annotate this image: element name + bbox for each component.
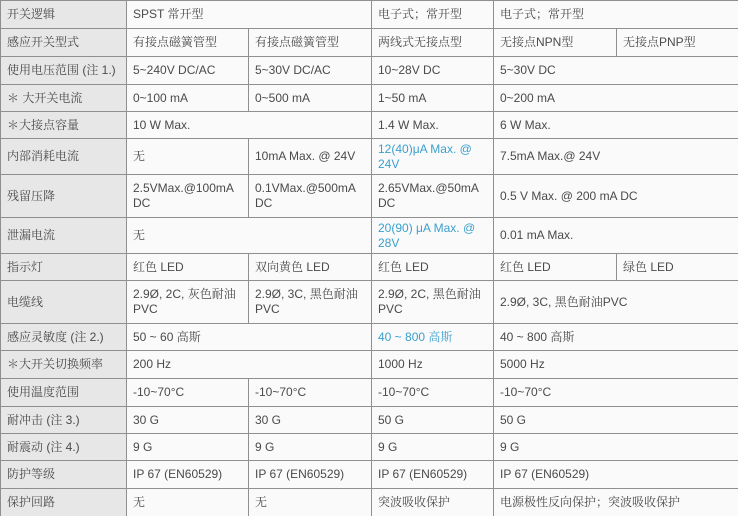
row-label-switch-logic: 开关逻辑 xyxy=(1,1,127,29)
spec-cell: 5~30V DC xyxy=(494,57,738,85)
spec-cell: 50 G xyxy=(372,407,494,434)
spec-cell: 双向黄色 LED xyxy=(249,254,372,281)
spec-cell: 10 W Max. xyxy=(127,112,372,139)
spec-cell: 10~28V DC xyxy=(372,57,494,85)
table-row xyxy=(1,351,738,379)
spec-cell: 5~240V DC/AC xyxy=(127,57,249,85)
spec-cell-highlight: 12(40)μA Max. @ 24V xyxy=(372,139,494,175)
table-row xyxy=(1,175,738,218)
row-label-vibration-resistance: 耐震动 (注 4.) xyxy=(1,434,127,461)
row-label-internal-current-consumption: 内部消耗电流 xyxy=(1,139,127,175)
spec-cell: 电子式；常开型 xyxy=(372,1,494,29)
table-row xyxy=(1,1,738,29)
spec-cell: 有接点磁簧管型 xyxy=(127,29,249,57)
spec-cell: 红色 LED xyxy=(372,254,494,281)
spec-cell: -10~70°C xyxy=(494,379,738,407)
table-row xyxy=(1,489,738,516)
row-label-protection-rating: 防护等级 xyxy=(1,461,127,489)
table-row xyxy=(1,254,738,281)
row-label-max-switching-frequency: ＊大开关切换频率 xyxy=(1,351,127,379)
spec-cell: 9 G xyxy=(494,434,738,461)
spec-cell: 6 W Max. xyxy=(494,112,738,139)
spec-cell: 10mA Max. @ 24V xyxy=(249,139,372,175)
table-row xyxy=(1,434,738,461)
row-label-sensitivity: 感应灵敏度 (注 2.) xyxy=(1,324,127,351)
table-row xyxy=(1,281,738,324)
row-label-shock-resistance: 耐冲击 (注 3.) xyxy=(1,407,127,434)
spec-cell: -10~70°C xyxy=(372,379,494,407)
spec-cell: 绿色 LED xyxy=(617,254,738,281)
spec-cell: IP 67 (EN60529) xyxy=(494,461,738,489)
spec-cell: 有接点磁簧管型 xyxy=(249,29,372,57)
row-label-operating-temperature: 使用温度范围 xyxy=(1,379,127,407)
spec-cell: IP 67 (EN60529) xyxy=(127,461,249,489)
table-row xyxy=(1,29,738,57)
spec-cell: SPST 常开型 xyxy=(127,1,372,29)
spec-cell: 2.9Ø, 2C, 灰色耐油PVC xyxy=(127,281,249,324)
table-row xyxy=(1,407,738,434)
spec-cell: IP 67 (EN60529) xyxy=(372,461,494,489)
spec-cell: 40 ~ 800 高斯 xyxy=(494,324,738,351)
spec-cell: IP 67 (EN60529) xyxy=(249,461,372,489)
spec-cell: 2.9Ø, 3C, 黑色耐油PVC xyxy=(249,281,372,324)
spec-cell: 无 xyxy=(249,489,372,516)
spec-cell: 突波吸收保护 xyxy=(372,489,494,516)
spec-cell: 0~200 mA xyxy=(494,85,738,112)
spec-cell: 1000 Hz xyxy=(372,351,494,379)
spec-cell: 1~50 mA xyxy=(372,85,494,112)
table-row xyxy=(1,324,738,351)
spec-cell: 9 G xyxy=(127,434,249,461)
spec-cell: 9 G xyxy=(249,434,372,461)
spec-cell-highlight: 20(90) μA Max. @ 28V xyxy=(372,218,494,254)
spec-cell: 5~30V DC/AC xyxy=(249,57,372,85)
spec-cell: 1.4 W Max. xyxy=(372,112,494,139)
spec-cell: 5000 Hz xyxy=(494,351,738,379)
spec-cell: 2.9Ø, 2C, 黑色耐油PVC xyxy=(372,281,494,324)
spec-cell: 无 xyxy=(127,218,372,254)
row-label-max-switching-current: ＊ 大开关电流 xyxy=(1,85,127,112)
spec-cell: 0.1VMax.@500mA DC xyxy=(249,175,372,218)
table-row xyxy=(1,379,738,407)
table-row xyxy=(1,112,738,139)
row-label-switch-type: 感应开关型式 xyxy=(1,29,127,57)
row-label-protection-circuit: 保护回路 xyxy=(1,489,127,516)
spec-cell: 9 G xyxy=(372,434,494,461)
spec-cell: 200 Hz xyxy=(127,351,372,379)
spec-cell: 电源极性反向保护；突波吸收保护 xyxy=(494,489,738,516)
table-row xyxy=(1,139,738,175)
table-row xyxy=(1,218,738,254)
row-label-indicator-light: 指示灯 xyxy=(1,254,127,281)
spec-cell: 无 xyxy=(127,139,249,175)
spec-cell: 两线式无接点型 xyxy=(372,29,494,57)
spec-cell: 2.5VMax.@100mA DC xyxy=(127,175,249,218)
row-label-leakage-current: 泄漏电流 xyxy=(1,218,127,254)
row-label-cable: 电缆线 xyxy=(1,281,127,324)
table-row xyxy=(1,461,738,489)
spec-cell: 0~100 mA xyxy=(127,85,249,112)
spec-cell: 红色 LED xyxy=(127,254,249,281)
spec-cell: 无 xyxy=(127,489,249,516)
spec-cell: 无接点NPN型 xyxy=(494,29,617,57)
row-label-max-contact-capacity: ＊大接点容量 xyxy=(1,112,127,139)
spec-cell: 50 G xyxy=(494,407,738,434)
spec-cell: 30 G xyxy=(249,407,372,434)
spec-cell: 2.9Ø, 3C, 黑色耐油PVC xyxy=(494,281,738,324)
spec-cell: 电子式；常开型 xyxy=(494,1,738,29)
spec-cell: 0.5 V Max. @ 200 mA DC xyxy=(494,175,738,218)
spec-cell: -10~70°C xyxy=(127,379,249,407)
spec-cell: 0.01 mA Max. xyxy=(494,218,738,254)
spec-cell: 50 ~ 60 高斯 xyxy=(127,324,372,351)
row-label-residual-voltage-drop: 残留压降 xyxy=(1,175,127,218)
row-label-voltage-range: 使用电压范围 (注 1.) xyxy=(1,57,127,85)
spec-cell: 0~500 mA xyxy=(249,85,372,112)
spec-cell: -10~70°C xyxy=(249,379,372,407)
spec-cell: 2.65VMax.@50mA DC xyxy=(372,175,494,218)
spec-cell-highlight: 40 ~ 800 高斯 xyxy=(372,324,494,351)
spec-cell: 7.5mA Max.@ 24V xyxy=(494,139,738,175)
spec-cell: 红色 LED xyxy=(494,254,617,281)
table-row xyxy=(1,57,738,85)
table-row xyxy=(1,85,738,112)
spec-cell: 30 G xyxy=(127,407,249,434)
spec-cell: 无接点PNP型 xyxy=(617,29,738,57)
